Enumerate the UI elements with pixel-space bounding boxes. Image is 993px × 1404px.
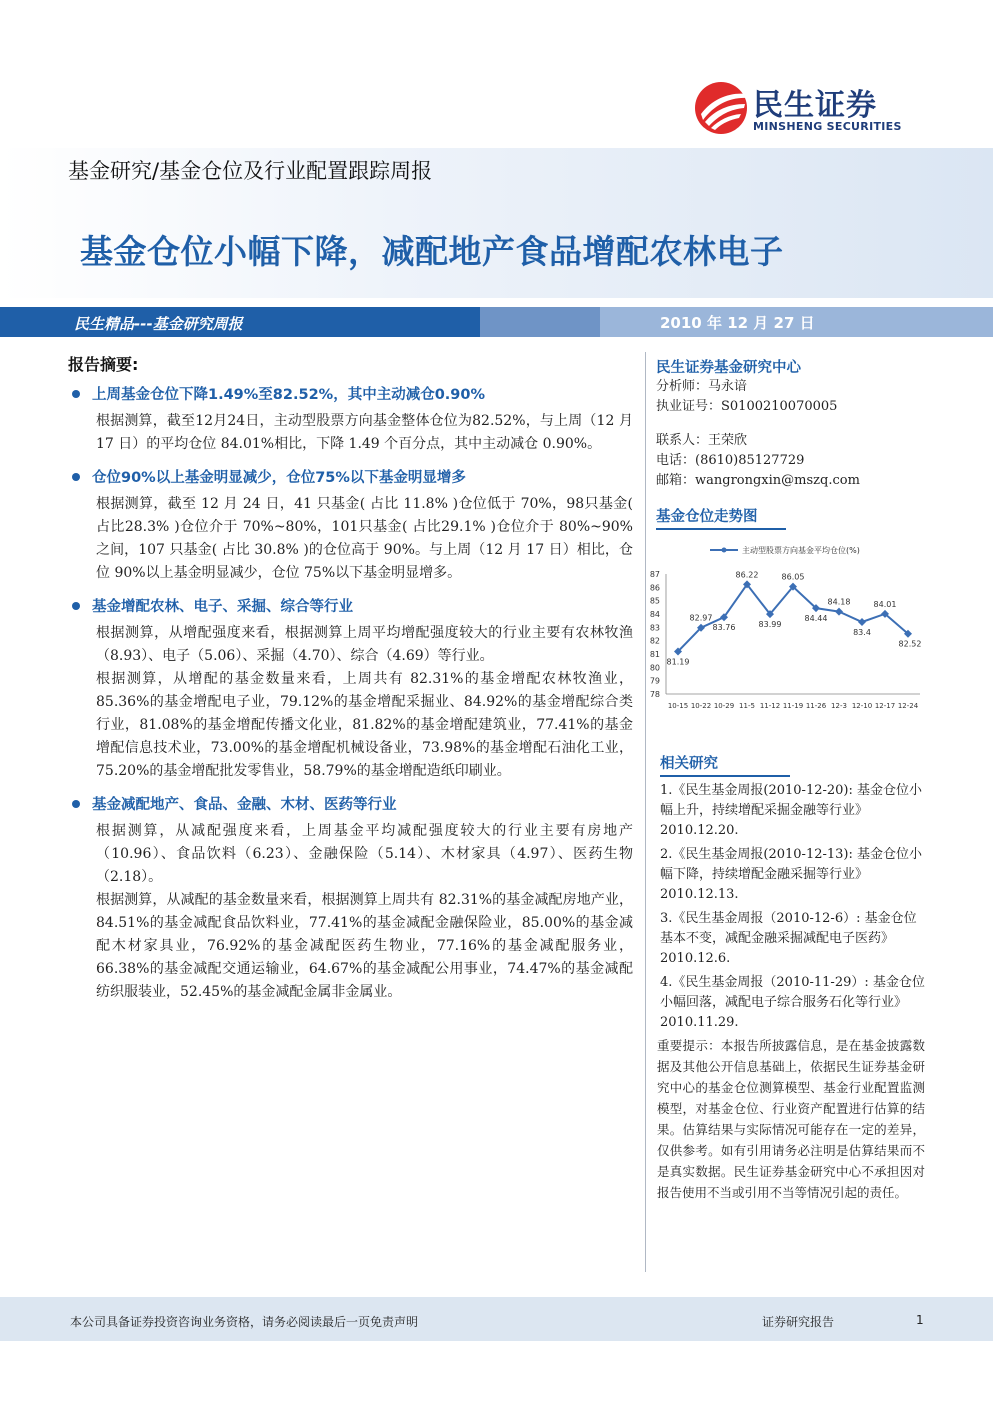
brand-logo: [693, 78, 933, 140]
section-heading: 基金增配农林、电子、采掘、综合等行业: [92, 599, 353, 615]
data-label: 86.05: [781, 572, 805, 582]
related-item: 2.《民生基金周报(2010-12-13): 基金仓位小幅下降，持续增配金融采掘等行业》2010.12.13.: [660, 847, 923, 902]
section-paragraph: 根据测算，从减配的基金数量来看，根据测算上周共有 82.31%的基金减配房地产业，84.51%的基金减配食品饮料业，77.41%的基金减配金融保险业，85.00%的基金减配木材家具业，76.92%的基金减配医药生物业，77.16%的基金减配服务业，66.38%的基金减配交通运输业，64.67%的基金减配公用事业，74.47%的基金减配纺织服装业，52.45%的基金减配金属非金属业。: [96, 892, 633, 1000]
y-tick-label: 86: [649, 583, 660, 593]
x-tick-label: 12-17: [874, 702, 896, 710]
summary-section: [68, 466, 633, 585]
report-type: 基金研究/基金仓位及行业配置跟踪周报: [68, 159, 433, 183]
data-label: 84.18: [827, 597, 851, 607]
y-tick-label: 83: [649, 623, 660, 633]
data-label: 82.97: [689, 613, 713, 623]
bullet-icon: [72, 390, 80, 398]
x-tick-label: 12-10: [851, 702, 873, 710]
y-tick-label: 79: [649, 676, 660, 686]
y-tick-label: 81: [649, 650, 660, 659]
data-label: 83.76: [712, 623, 736, 633]
bullet-icon: [72, 602, 80, 610]
research-center-title: 民生证券基金研究中心: [656, 360, 801, 376]
summary-section: [68, 383, 633, 456]
x-tick-label: 11-19: [782, 702, 804, 710]
column-divider: [645, 352, 646, 1272]
x-tick-label: 10-15: [667, 702, 689, 710]
series-line: [678, 584, 908, 651]
section-heading: 仓位90%以上基金明显减少，仓位75%以下基金明显增多: [92, 470, 466, 486]
x-tick-label: 11-12: [759, 702, 781, 710]
section-paragraph: 根据测算，截至12月24日，主动型股票方向基金整体仓位为82.52%，与上周（12 月 17 日）的平均仓位 84.01%相比，下降 1.49 个百分点，其中主动减仓 0.90%。: [96, 413, 633, 452]
brand-name: 民生证券: [753, 88, 877, 123]
minsheng-logo-icon: [693, 78, 749, 138]
x-tick-label: 10-29: [713, 702, 735, 710]
data-label: 82.52: [898, 639, 922, 649]
related-research: [660, 752, 928, 1033]
summary-section: [68, 793, 633, 1004]
brand-name-en: MINSHENG SECURITIES: [753, 120, 902, 133]
legend-marker: [722, 548, 727, 553]
contact-person: 联系人：王荣欣: [656, 433, 748, 448]
footer-disclaimer: 本公司具备证券投资咨询业务资格，请务必阅读最后一页免责声明: [70, 1315, 419, 1329]
related-item: 4.《民生基金周报（2010-11-29）: 基金仓位小幅回落，减配电子综合服务石化等行业》2010.11.29.: [660, 975, 925, 1030]
data-label: 84.01: [873, 599, 897, 609]
series-label: 民生精品---基金研究周报: [74, 315, 243, 333]
phone: 电话：(8610)85127729: [656, 453, 805, 468]
x-tick-label: 10-22: [690, 702, 712, 710]
page-title: 基金仓位小幅下降，减配地产食品增配农林电子: [80, 232, 784, 271]
related-title: 相关研究: [660, 752, 790, 777]
important-notice: 重要提示：本报告所披露信息，是在基金披露数据及其他公开信息基础上，依据民生证券基金研究中心的基金仓位测算模型、基金行业配置监测模型，对基金仓位、行业资产配置进行估算的结果。估算结果与实际情况可能存在一定的差异，仅供参考。如有引用请务必注明是估算结果而不是真实数据。民生证券基金研究中心不承担因对报告使用不当或引用不当等情况引起的责任。: [657, 1038, 925, 1200]
y-tick-label: 85: [649, 596, 660, 606]
sidebar: [656, 356, 928, 530]
summary-column: [68, 352, 633, 1014]
data-label: 84.44: [804, 614, 828, 624]
section-paragraph: 根据测算，从增配强度来看，根据测算上周平均增配强度较大的行业主要有农林牧渔（8.93）、电子（5.06）、采掘（4.70）、综合（4.69）等行业。: [96, 625, 633, 664]
data-label: 86.22: [735, 570, 759, 580]
section-heading: 基金减配地产、食品、金融、木材、医药等行业: [92, 797, 397, 813]
footer-report-type: 证券研究报告: [762, 1315, 835, 1329]
summary-section: [68, 595, 633, 783]
related-item: 3.《民生基金周报（2010-12-6）: 基金仓位基本不变，减配金融采掘减配电子医药》2010.12.6.: [660, 911, 917, 966]
y-tick-label: 87: [649, 570, 660, 579]
data-label: 83.99: [758, 620, 782, 630]
section-paragraph: 根据测算，截至 12 月 24 日，41 只基金( 占比 11.8% )仓位低于 70%，98只基金( 占比28.3% )仓位介于 70%~80%，101只基金( 占比29.1% )仓位介于 80%~90%之间，107 只基金( 占比 30.8% )的仓位高于 90%。与上周（12 月 17 日）相比，仓位 90%以上基金明显减少，仓位 75%以下基金明显增多。: [96, 496, 633, 581]
data-label: 83.4: [853, 628, 871, 637]
email: 邮箱：wangrongxin@mszq.com: [656, 473, 860, 488]
position-trend-chart: [628, 540, 928, 720]
related-item: 1.《民生基金周报(2010-12-20): 基金仓位小幅上升，持续增配采掘金融等行业》2010.12.20.: [660, 783, 923, 838]
y-tick-label: 82: [649, 636, 660, 646]
data-point: [835, 608, 843, 616]
chart-title: 基金仓位走势图: [656, 505, 786, 530]
x-tick-label: 11-5: [739, 702, 755, 710]
section-heading: 上周基金仓位下降1.49%至82.52%，其中主动减仓0.90%: [92, 387, 485, 403]
section-paragraph: 根据测算，从减配强度来看，上周基金平均减配强度较大的行业主要有房地产（10.96）、食品饮料（6.23）、金融保险（5.14）、木材家具（4.97）、医药生物（2.18）。: [96, 823, 633, 885]
license-number: 执业证号：S0100210070005: [656, 399, 838, 414]
report-date: 2010 年 12 月 27 日: [660, 314, 815, 332]
analyst: 分析师：马永谙: [656, 379, 748, 394]
section-paragraph: 根据测算，从增配的基金数量来看，上周共有 82.31%的基金增配农林牧渔业，85.36%的基金增配电子业，79.12%的基金增配采掘业、84.92%的基金增配综合类行业，81.08%的基金增配传播文化业，81.82%的基金增配建筑业，77.41%的基金增配信息技术业，73.00%的基金增配机械设备业，73.98%的基金增配石油化工业，75.20%的基金增配批发零售业，58.79%的基金增配造纸印刷业。: [96, 671, 633, 779]
y-tick-label: 78: [649, 690, 660, 699]
x-tick-label: 12-3: [831, 702, 847, 710]
x-tick-label: 11-26: [805, 702, 827, 710]
data-label: 81.19: [666, 657, 690, 667]
x-tick-label: 12-24: [897, 702, 919, 710]
summary-title: 报告摘要:: [68, 355, 139, 374]
bullet-icon: [72, 473, 80, 481]
page-number: 1: [916, 1313, 924, 1327]
y-tick-label: 80: [649, 663, 660, 673]
y-tick-label: 84: [649, 610, 660, 619]
data-point: [858, 618, 866, 626]
bullet-icon: [72, 800, 80, 808]
legend-label: 主动型股票方向基金平均仓位(%): [742, 546, 860, 555]
